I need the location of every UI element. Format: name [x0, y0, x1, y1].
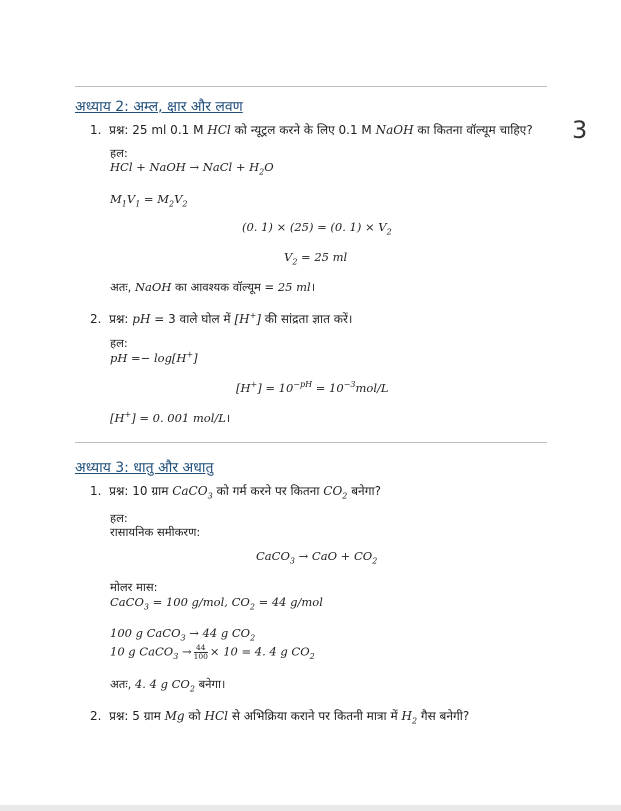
ch2-question-2 — [90, 310, 352, 327]
question-number: 2. — [90, 312, 102, 326]
answer-text: अतः, — [110, 280, 135, 294]
equation-text: V — [174, 192, 183, 206]
subscript: 2 — [372, 556, 378, 566]
answer-text: बनेगा। — [194, 677, 226, 691]
formula-naoh: NaOH — [134, 280, 172, 294]
formula-part: CO — [323, 484, 343, 498]
formula-h2 — [401, 709, 418, 726]
equation-text: × 10 = 4. 4 g CO — [209, 644, 310, 659]
superscript: + — [124, 410, 132, 419]
formula-part: ] — [256, 312, 261, 326]
chapter-3-title — [75, 458, 213, 477]
answer-text: [H — [110, 410, 125, 425]
substitution-equation — [242, 220, 392, 236]
formula-hcl: HCl — [207, 123, 231, 137]
subscript: 2 — [386, 227, 392, 237]
equation-text: V — [126, 192, 136, 206]
equation-text: CaCO — [110, 595, 144, 609]
equation-text: = 44 g/mol — [254, 595, 323, 609]
question-number: 2. — [90, 709, 102, 723]
formula-ph: pH — [132, 312, 151, 326]
ch2-q1-answer — [110, 280, 315, 295]
equation-text: = M — [140, 192, 170, 206]
question-text: गैस बनेगी? — [417, 709, 470, 723]
solution-label: हल: — [110, 146, 128, 160]
equation-text: = 25 ml — [297, 250, 348, 264]
formula-part: H — [401, 709, 412, 723]
question-number: 1. — [90, 484, 102, 498]
equation-text: pH =− log[H — [110, 350, 187, 365]
ratio-line-2 — [110, 644, 315, 661]
top-divider — [75, 86, 547, 87]
answer-text: । — [225, 410, 231, 425]
equation-text: mol/L — [355, 380, 389, 395]
subscript: 2 — [182, 199, 188, 209]
equation-text: CaCO — [256, 549, 290, 563]
question-number: 1. — [90, 123, 102, 137]
question-text: प्रश्न: 10 ग्राम — [109, 484, 173, 498]
question-text: को न्यूट्रल करने के लिए 0.1 M — [230, 123, 376, 137]
subscript: 2 — [411, 716, 418, 726]
molar-mass-values — [110, 595, 323, 611]
question-text: को गर्म करने पर कितना — [212, 484, 324, 498]
formula-naoh: NaOH — [375, 123, 414, 137]
formula-h-ion — [234, 312, 261, 326]
ch2-q2-answer — [110, 410, 230, 426]
equation-text: 10 g CaCO — [110, 644, 174, 659]
subscript: 1 — [121, 199, 127, 209]
equation-text: V — [284, 250, 293, 264]
answer-text: का आवश्यक वॉल्यूम = — [171, 280, 278, 294]
question-text: को — [184, 709, 205, 723]
question-text: प्रश्न: 25 ml 0.1 M — [109, 123, 208, 137]
equation-text: HCl + NaOH → NaCl + H — [110, 160, 260, 174]
subscript: 2 — [292, 257, 298, 267]
formula-hcl: HCl — [204, 709, 228, 723]
equation-text: (0. 1) × (25) = (0. 1) × V — [242, 220, 387, 234]
answer-text: । — [310, 280, 316, 294]
equation-text: = 10 — [312, 380, 344, 395]
formula-co2 — [323, 484, 348, 501]
ch3-q1-answer — [110, 677, 225, 693]
subscript: 1 — [135, 199, 141, 209]
equation-text: M — [110, 192, 122, 206]
superscript: −pH — [293, 380, 313, 389]
superscript: −3 — [343, 380, 356, 389]
fraction-denominator: 100 — [193, 652, 208, 661]
equation-text: ] = 10 — [257, 380, 294, 395]
fraction-numerator: 44 — [194, 644, 208, 653]
subscript: 3 — [173, 651, 179, 661]
dilution-formula — [110, 192, 188, 208]
section-divider — [75, 442, 547, 443]
page-bottom-edge — [0, 805, 621, 811]
ph-formula — [110, 350, 198, 365]
subscript: 3 — [207, 491, 213, 501]
decomposition-equation — [256, 549, 377, 565]
subscript: 3 — [143, 602, 149, 612]
chapter-3-title-text: अध्याय 3: धातु और अधातु — [75, 460, 214, 476]
answer-value: 4. 4 g CO — [134, 677, 190, 691]
superscript: + — [186, 350, 194, 359]
subscript: 2 — [169, 199, 175, 209]
question-text: = 3 वाले घोल में — [150, 312, 235, 326]
subscript: 2 — [342, 491, 348, 501]
equation-text: → — [178, 644, 192, 659]
subscript: 2 — [249, 602, 255, 612]
subscript: 2 — [250, 633, 256, 643]
question-text: से अभिक्रिया कराने पर कितनी मात्रा में — [228, 709, 402, 723]
superscript: + — [250, 380, 258, 389]
equation-text: → 44 g CO — [185, 626, 251, 640]
question-text: की सांद्रता ज्ञात करें। — [260, 312, 353, 326]
chapter-2-title-text: अध्याय 2: अम्ल, क्षार और लवण — [75, 99, 243, 115]
formula-part: [H — [234, 312, 250, 326]
subscript: 2 — [259, 167, 265, 177]
volume-result — [284, 250, 347, 266]
equation-text: O — [264, 160, 274, 174]
subscript: 2 — [309, 651, 315, 661]
answer-value: 25 ml — [277, 280, 311, 294]
question-text: बनेगा? — [347, 484, 381, 498]
molar-mass-label: मोलर मास: — [110, 580, 158, 594]
ch3-question-2 — [90, 707, 469, 725]
equation-text: [H — [236, 380, 251, 395]
subscript: 3 — [289, 556, 295, 566]
formula-part: CaCO — [172, 484, 208, 498]
answer-text: अतः, — [110, 677, 135, 691]
concentration-equation — [236, 380, 389, 395]
question-text: प्रश्न: — [109, 312, 133, 326]
formula-mg: Mg — [164, 709, 185, 723]
ratio-line-1 — [110, 626, 255, 642]
solution-label: हल: — [110, 336, 128, 350]
equation-text: = 100 g/mol, CO — [148, 595, 250, 609]
chemical-equation-label: रासायनिक समीकरण: — [110, 525, 201, 539]
ch3-question-1 — [90, 482, 381, 500]
ch2-question-1 — [90, 121, 533, 138]
question-text: प्रश्न: 5 ग्राम — [109, 709, 165, 723]
equation-text: → CaO + CO — [294, 549, 373, 563]
subscript: 3 — [180, 633, 186, 643]
equation-text: 100 g CaCO — [110, 626, 181, 640]
formula-caco3 — [172, 484, 213, 501]
reaction-equation — [110, 160, 274, 176]
question-text: का कितना वॉल्यूम चाहिए? — [413, 123, 533, 137]
subscript: 2 — [189, 684, 195, 694]
chapter-2-title — [75, 97, 243, 116]
superscript: + — [249, 311, 257, 320]
page-number: 3 — [572, 116, 588, 144]
answer-text: ] = 0. 001 mol/L — [131, 410, 226, 425]
solution-label: हल: — [110, 511, 128, 525]
fraction — [194, 644, 208, 661]
equation-text: ] — [193, 350, 198, 365]
